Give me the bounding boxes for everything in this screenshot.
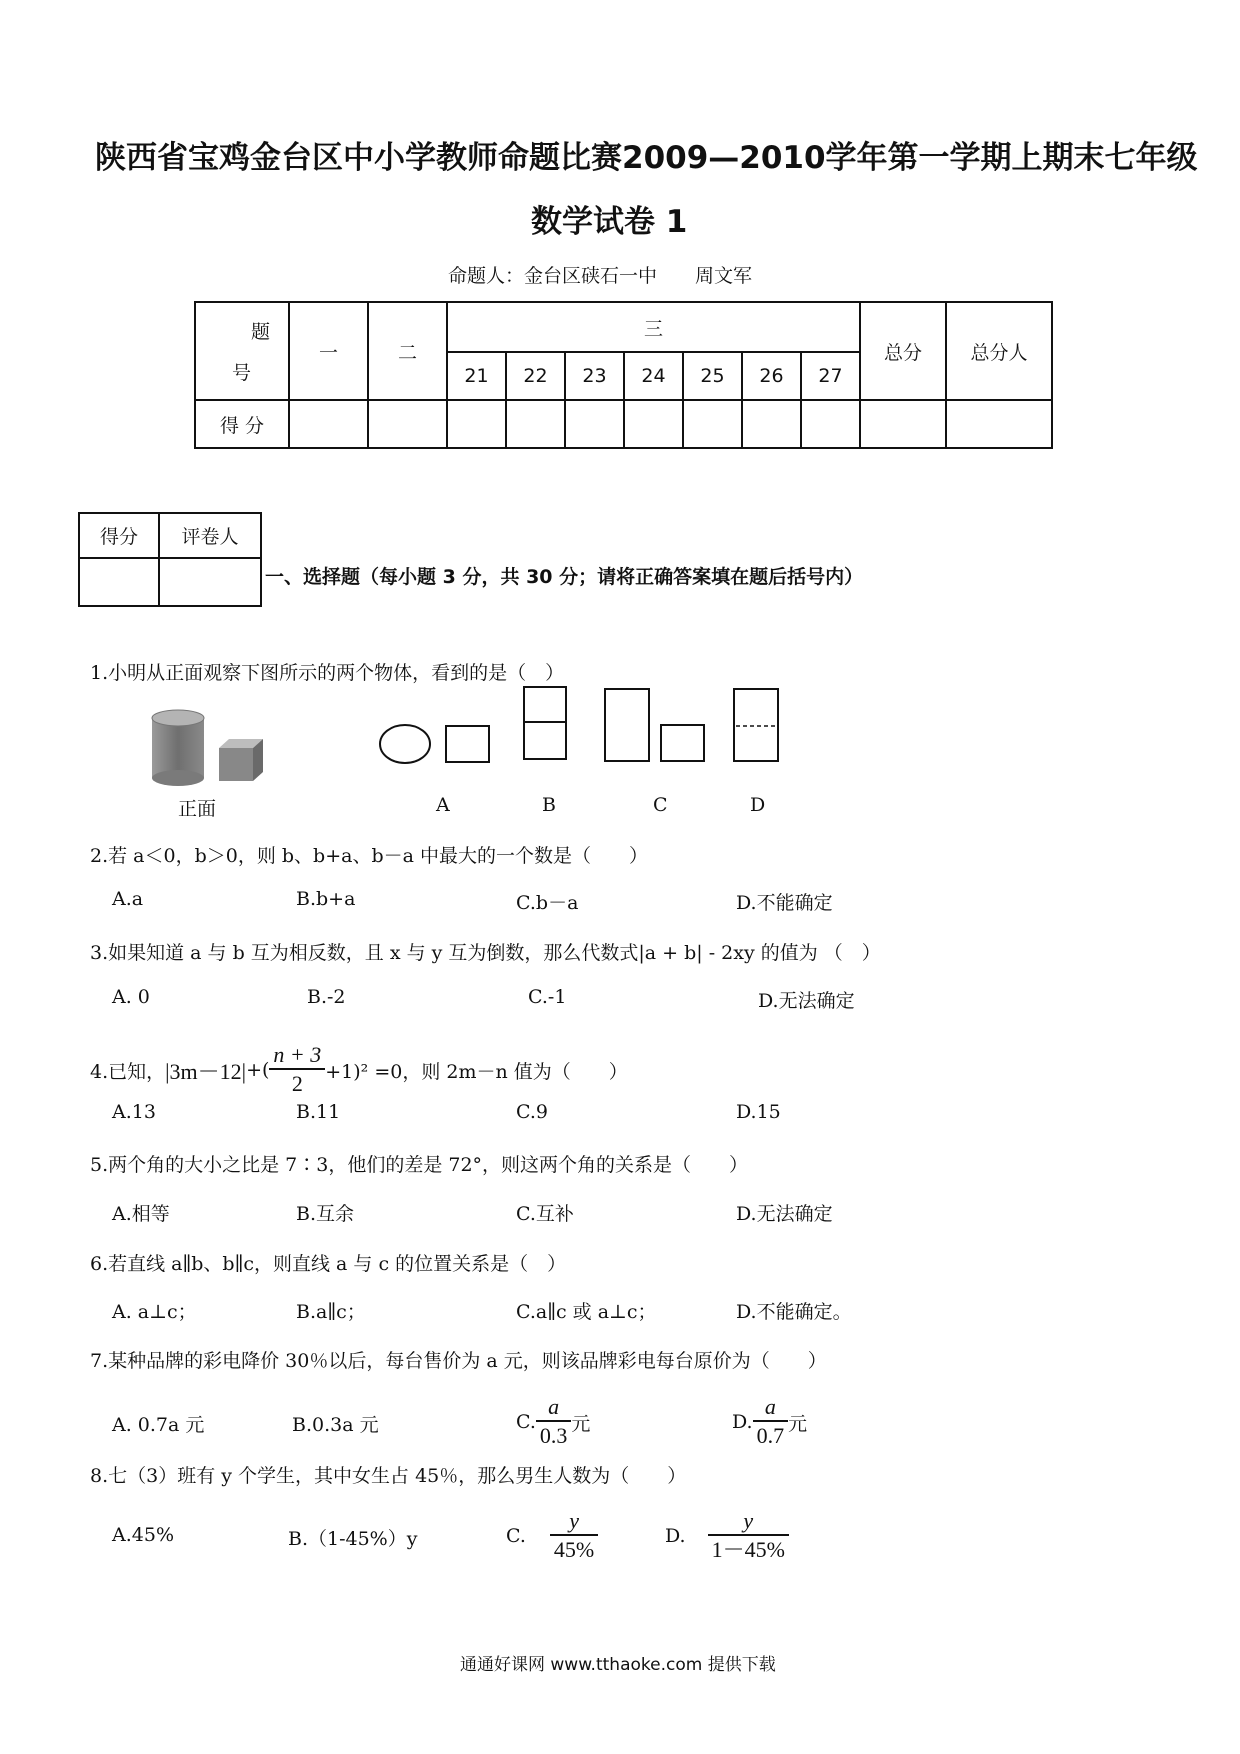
q7-d-denominator: 0.7 [753,1420,789,1450]
grader-name-cell[interactable] [159,558,261,606]
q2-option-c[interactable]: C.b－a [516,892,579,914]
cylinder-shape [152,710,204,786]
total-person-header: 总分人 [946,302,1052,400]
q1-front-label: 正面 [178,798,217,820]
score-cell[interactable] [506,400,565,448]
col-2-header: 二 [368,302,447,400]
section-1-heading: 一、选择题（每小题 3 分，共 30 分；请将正确答案填在题后括号内） [265,566,864,588]
q8-option-c[interactable] [506,1508,598,1564]
q8-option-b[interactable]: B.（1-45%）y [288,1528,418,1550]
question-3: 3.如果知道 a 与 b 互为相反数，且 x 与 y 互为倒数，那么代数式|a + b| - 2xy 的值为 （ ） [90,942,881,964]
row-label-bottom: 号 [232,362,252,384]
score-cell[interactable] [860,400,946,448]
q7-option-c-fraction [536,1394,572,1450]
q3-option-a[interactable]: A. 0 [112,986,150,1008]
cube-shape [219,739,263,781]
q1-label-c: C [653,794,668,816]
row-label-top: 题 [250,321,270,343]
q1-option-b-figure [520,684,570,764]
score-cell[interactable] [368,400,447,448]
total-header: 总分 [860,302,946,400]
q7-option-c[interactable] [516,1394,590,1450]
q8-option-a[interactable]: A.45% [112,1524,174,1546]
q8-option-d-prefix: D. [665,1525,686,1547]
q1-label-d: D [750,794,766,816]
question-7: 7.某种品牌的彩电降价 30％以后，每台售价为 a 元，则该品牌彩电每台原价为（ ） [90,1350,827,1372]
q8-option-d-fraction [708,1508,789,1564]
q3-option-b[interactable]: B.-2 [307,986,346,1008]
q4-tail: +1)² =0，则 2m－n 值为（ ） [325,1060,628,1083]
q1-solid-figure [145,708,275,788]
q3-option-c[interactable]: C.-1 [528,986,567,1008]
q7-d-numerator: a [764,1394,776,1419]
q5-option-d[interactable]: D.无法确定 [736,1203,833,1225]
q4-fraction [269,1042,325,1098]
q5-option-b[interactable]: B.互余 [296,1203,355,1225]
sub-col-22: 22 [506,352,565,400]
footer-credit: 通通好课网 www.tthaoke.com 提供下载 [460,1655,776,1675]
grader-score-header: 得分 [79,513,159,558]
score-table [194,301,1053,449]
q8-c-denominator: 45% [550,1534,598,1564]
score-cell[interactable] [565,400,624,448]
q7-option-c-unit: 元 [571,1412,591,1435]
question-2: 2.若 a＜0，b＞0，则 b、b+a、b－a 中最大的一个数是（ ） [90,845,648,867]
col-3-header: 三 [447,302,860,352]
q4-prefix: 4.已知， [90,1060,166,1083]
q1-label-b: B [542,794,556,816]
q1-option-c-figure [602,686,712,766]
sub-col-26: 26 [742,352,801,400]
q1-option-d-figure [730,686,784,766]
sub-col-23: 23 [565,352,624,400]
row-label-question-no [195,302,289,400]
q5-option-a[interactable]: A.相等 [112,1203,170,1225]
q4-fraction-denominator: 2 [269,1068,325,1098]
sub-col-27: 27 [801,352,860,400]
q7-option-a[interactable]: A. 0.7a 元 [112,1414,205,1436]
question-6: 6.若直线 a∥b、b∥c，则直线 a 与 c 的位置关系是（ ） [90,1253,567,1275]
q7-c-numerator: a [548,1394,560,1419]
q8-option-d[interactable] [665,1508,789,1564]
q6-option-a[interactable]: A. a⊥c； [112,1301,197,1323]
page-title-line2: 数学试卷 1 [531,204,688,240]
q8-c-numerator: y [569,1508,579,1533]
q8-d-denominator: 1－45% [708,1534,789,1564]
question-1: 1.小明从正面观察下图所示的两个物体，看到的是（ ） [90,662,565,684]
score-row-label: 得 分 [195,400,289,448]
q8-option-c-fraction [550,1508,598,1564]
q2-option-a[interactable]: A.a [112,888,144,910]
q7-option-c-prefix: C. [516,1411,536,1433]
q7-option-d-fraction [753,1394,789,1450]
grader-table [78,512,262,607]
q7-option-d-prefix: D. [732,1411,753,1433]
q7-c-denominator: 0.3 [536,1420,572,1450]
q4-option-a[interactable]: A.13 [112,1101,156,1123]
sub-col-21: 21 [447,352,506,400]
q4-option-d[interactable]: D.15 [736,1101,781,1123]
q1-option-a-figure [378,718,498,768]
q2-option-b[interactable]: B.b+a [296,888,356,910]
score-cell[interactable] [683,400,742,448]
q8-d-numerator: y [743,1508,754,1533]
score-cell[interactable] [801,400,860,448]
q4-abs-expression: |3m－12| [165,1058,247,1084]
q4-option-b[interactable]: B.11 [296,1101,341,1123]
q4-fraction-numerator: n + 3 [273,1042,322,1067]
score-cell[interactable] [624,400,683,448]
q7-option-d-unit: 元 [788,1412,808,1435]
col-1-header: 一 [289,302,368,400]
question-8: 8.七（3）班有 y 个学生，其中女生占 45％，那么男生人数为（ ） [90,1465,687,1487]
q6-option-c[interactable]: C.a∥c 或 a⊥c； [516,1301,657,1323]
sub-col-25: 25 [683,352,742,400]
q1-label-a: A [436,794,450,816]
author-line: 命题人：金台区硖石一中 周文军 [448,265,753,287]
q5-option-c[interactable]: C.互补 [516,1203,574,1225]
q7-option-d[interactable] [732,1394,807,1450]
score-cell[interactable] [447,400,506,448]
q8-option-c-prefix: C. [506,1525,526,1547]
grader-name-header: 评卷人 [159,513,261,558]
page-title-line1: 陕西省宝鸡金台区中小学教师命题比赛2009—2010学年第一学期上期末七年级 [95,140,1198,176]
q2-option-d[interactable]: D.不能确定 [736,892,833,914]
sub-col-24: 24 [624,352,683,400]
q6-option-b[interactable]: B.a∥c； [296,1301,366,1323]
score-cell[interactable] [289,400,368,448]
score-cell[interactable] [742,400,801,448]
q4-mid: +( [246,1059,270,1081]
question-5: 5.两个角的大小之比是 7∶3，他们的差是 72°，则这两个角的关系是（ ） [90,1154,749,1176]
score-cell[interactable] [946,400,1052,448]
q6-option-d[interactable]: D.不能确定。 [736,1301,852,1323]
grader-score-cell[interactable] [79,558,159,606]
q7-option-b[interactable]: B.0.3a 元 [292,1414,379,1436]
q4-option-c[interactable]: C.9 [516,1101,548,1123]
q3-option-d[interactable]: D.无法确定 [758,990,855,1012]
question-4 [90,1042,628,1098]
